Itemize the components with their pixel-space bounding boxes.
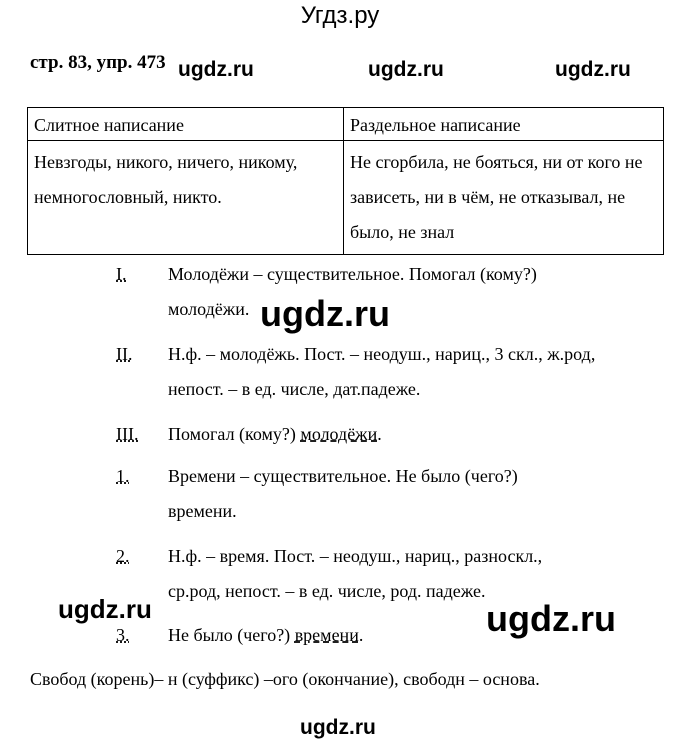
spelling-table [27, 107, 664, 255]
underlined-word: времени [294, 625, 359, 645]
analysis-line: Молодёжи – существительное. Помогал (кому?) [168, 264, 537, 284]
marker-6: 3. [116, 625, 130, 645]
table-header-row [28, 108, 664, 141]
table-header-cell: Слитное написание [28, 108, 344, 141]
watermark: ugdz.ru [260, 293, 390, 334]
marker-5: 2. [116, 546, 130, 566]
analysis-line: непост. – в ед. числе, дат.падеже. [168, 379, 421, 399]
watermark: ugdz.ru [555, 58, 631, 81]
analysis-line: Не было (чего?) времени. [168, 625, 364, 645]
analysis-line: молодёжи. [168, 299, 250, 319]
exercise-heading: стр. 83, упр. 473 [30, 52, 166, 73]
watermark: ugdz.ru [178, 58, 254, 81]
site-title: Угдз.ру [300, 2, 380, 29]
table-row [28, 141, 664, 255]
analysis-line: Помогал (кому?) молодёжи. [168, 424, 382, 444]
analysis-line: Н.ф. – молодёжь. Пост. – неодуш., нариц., 3 скл., ж.род, [168, 344, 596, 364]
underlined-word: молодёжи [300, 424, 378, 444]
marker-4: 1. [116, 466, 130, 486]
analysis-line: времени. [168, 501, 237, 521]
analysis-line: Времени – существительное. Не было (чего?) [168, 466, 518, 486]
table-cell: Невзгоды, никого, ничего, никому, немногословный, никто. [28, 141, 344, 255]
morpheme-analysis: Свобод (корень)– н (суффикс) –ого (окончание), свободн – основа. [30, 669, 540, 689]
watermark: ugdz.ru [486, 598, 616, 639]
watermark: ugdz.ru [58, 594, 152, 624]
marker-3: III. [116, 424, 139, 444]
watermark: ugdz.ru [368, 58, 444, 81]
table-cell: Не сгорбила, не бояться, ни от кого не зависеть, ни в чём, не отказывал, не было, не знал [344, 141, 664, 255]
table-header-cell: Раздельное написание [344, 108, 664, 141]
marker-2: II. [116, 344, 133, 364]
analysis-line: ср.род, непост. – в ед. числе, род. падеже. [168, 581, 486, 601]
analysis-line: Н.ф. – время. Пост. – неодуш., нариц., разноскл., [168, 546, 543, 566]
watermark: ugdz.ru [300, 716, 376, 739]
marker-1: I. [116, 264, 127, 284]
